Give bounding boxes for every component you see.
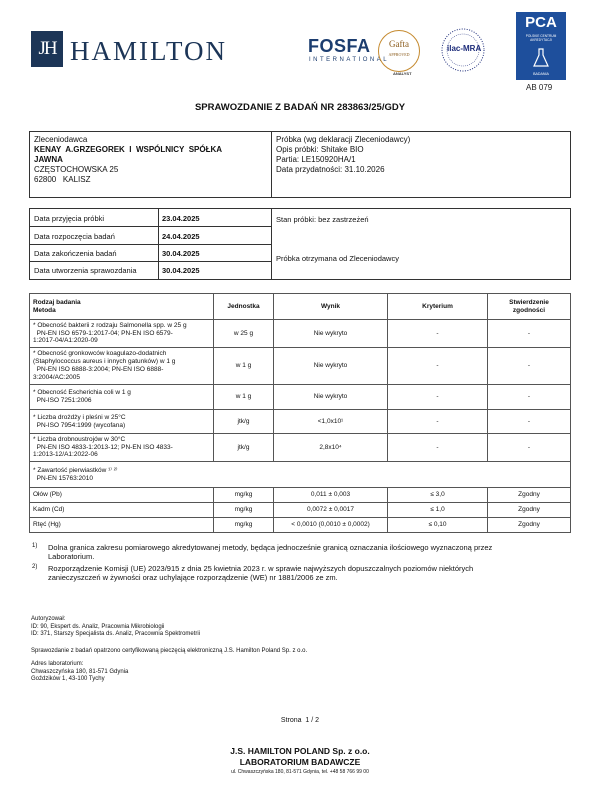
row-unit: w 1 g — [214, 385, 274, 410]
lab-address-label: Adres laboratorium: — [31, 661, 84, 667]
date-value: 30.04.2025 — [162, 249, 200, 258]
table-row — [30, 385, 571, 410]
table-row — [30, 503, 571, 518]
client-name-line2: JAWNA — [34, 155, 63, 164]
fosfa-logo-subtitle: INTERNATIONAL — [309, 57, 390, 63]
footer-lab: LABORATORIUM BADAWCZE — [239, 757, 361, 767]
date-label: Data rozpoczęcia badań — [34, 232, 115, 241]
gafta-approved-text: APPROVED — [388, 52, 410, 57]
lab-addresses — [31, 661, 128, 684]
row-compliance: - — [488, 348, 571, 385]
row-method: * Liczba drobnoustrojów w 30°C PN-EN ISO 4833-1:2013-12; PN-EN ISO 4833- 1:2013-12/A1:2022-06 — [30, 434, 214, 462]
metal-criterion: ≤ 1,0 — [388, 503, 488, 518]
row-unit: jtk/g — [214, 434, 274, 462]
row-result: 2,8x10⁴ — [274, 434, 388, 462]
lab-address: Goździków 1, 43-100 Tychy — [31, 676, 105, 682]
sample-batch: Partia: LE150920HA/1 — [276, 155, 356, 164]
sample-section — [276, 135, 566, 175]
hamilton-logo-text: HAMILTON — [70, 36, 228, 66]
row-criterion: - — [388, 320, 488, 348]
sample-received: Próbka otrzymana od Zleceniodawcy — [276, 254, 399, 263]
metal-compliance: Zgodny — [488, 488, 571, 503]
flask-icon — [533, 48, 549, 68]
table-row — [30, 518, 571, 533]
footnote-text: Rozporządzenie Komisji (UE) 2023/915 z dnia 25 kwietnia 2023 r. w sprawie najwyższych dopuszczalnych poziomów niektórych zanieczyszczeń w żywności oraz uchylające rozporządzenie (WE) nr 1881/2006 ze zm. — [48, 564, 474, 582]
row-compliance: - — [488, 434, 571, 462]
row-method: * Obecność gronkowców koagulazo-dodatnich (Staphylococcus aureus i innych gatunków) w 1 g PN-EN ISO 6888-3:2004; PN-EN ISO 6888- 3:2004/AC:2005 — [30, 348, 214, 385]
pca-subtitle: POLSKIE CENTRUM AKREDYTACJI — [525, 34, 557, 42]
metal-unit: mg/kg — [214, 503, 274, 518]
row-compliance: - — [488, 410, 571, 434]
table-header-row — [30, 294, 571, 320]
row-divider — [30, 261, 271, 262]
client-label: Zleceniodawca — [34, 135, 88, 144]
lab-address: Chwaszczyńska 180, 81-571 Gdynia — [31, 668, 129, 675]
date-label: Data przyjęcia próbki — [34, 214, 105, 223]
row-result: Nie wykryto — [274, 348, 388, 385]
row-method: * Obecność Escherichia coli w 1 g PN-ISO 7251:2006 — [30, 385, 214, 410]
sample-state: Stan próbki: bez zastrzeżeń — [276, 215, 369, 224]
metal-name: Kadm (Cd) — [30, 503, 214, 518]
authorization-block — [31, 616, 200, 639]
sample-description: Opis próbki: Shitake BIO — [276, 145, 364, 154]
gafta-logo-text: Gafta — [389, 39, 409, 49]
metal-name: Ołów (Pb) — [30, 488, 214, 503]
sample-expiry: Data przydatności: 31.10.2026 — [276, 165, 385, 174]
metals-method: * Zawartość pierwiastków ¹⁾ ²⁾ PN-EN 15763:2010 — [30, 462, 571, 488]
row-compliance: - — [488, 385, 571, 410]
row-criterion: - — [388, 434, 488, 462]
row-result: Nie wykryto — [274, 385, 388, 410]
header-method: Rodzaj badania Metoda — [30, 294, 214, 320]
row-compliance: - — [488, 320, 571, 348]
row-method: * Liczba drożdży i pleśni w 25°C PN-ISO 7954:1999 (wycofana) — [30, 410, 214, 434]
client-section — [34, 135, 266, 185]
row-unit: w 25 g — [214, 320, 274, 348]
client-sample-box — [29, 131, 571, 198]
ilac-mra-text: ilac-MRA — [447, 44, 482, 53]
footnote-text: Dolna granica zakresu pomiarowego akredytowanej metody, będąca jednocześnie granicą oznaczania ilościowego wyznaczoną przez Laboratorium. — [48, 543, 493, 561]
row-criterion: - — [388, 410, 488, 434]
date-label: Data zakończenia badań — [34, 249, 117, 258]
metal-compliance: Zgodny — [488, 518, 571, 533]
row-result: Nie wykryto — [274, 320, 388, 348]
gafta-logo-subtitle: ANALYST — [393, 71, 412, 76]
table-row — [30, 320, 571, 348]
box-divider — [271, 132, 272, 197]
accreditation-number: AB 079 — [526, 83, 553, 92]
pca-lab-label: BADANIA — [533, 72, 549, 76]
header-result: Wynik — [274, 294, 388, 320]
footnote-mark: 2) — [32, 564, 38, 570]
gafta-logo — [378, 30, 420, 72]
sample-label: Próbka (wg deklaracji Zleceniodawcy) — [276, 135, 411, 144]
footnote-mark: 1) — [32, 543, 38, 549]
footnote — [32, 564, 562, 582]
pca-title: PCA — [525, 14, 557, 31]
report-title: SPRAWOZDANIE Z BADAŃ NR 283863/25/GDY — [194, 102, 406, 113]
footnote — [32, 543, 562, 561]
header-compliance: Stwierdzenie zgodności — [488, 294, 571, 320]
date-label: Data utworzenia sprawozdania — [34, 266, 137, 275]
header-unit: Jednostka — [214, 294, 274, 320]
footer-company: J.S. HAMILTON POLAND Sp. z o.o. — [230, 746, 370, 756]
metal-result: 0,0072 ± 0,0017 — [274, 503, 388, 518]
date-value: 23.04.2025 — [162, 214, 200, 223]
table-row — [30, 348, 571, 385]
metal-criterion: ≤ 0,10 — [388, 518, 488, 533]
footer-address: ul. Chwaszczyńska 180, 81-571 Gdynia, tel. +48 58 766 99 00 — [231, 769, 369, 775]
client-city: 62800 KALISZ — [34, 175, 91, 184]
authorized-person: ID: 371, Starszy Specjalista ds. Analiz, Pracownia Spektrometrii — [31, 631, 201, 637]
client-street: CZĘSTOCHOWSKA 25 — [34, 165, 119, 174]
pca-accreditation-logo — [516, 12, 566, 80]
header-criterion: Kryterium — [388, 294, 488, 320]
table-row — [30, 488, 571, 503]
metal-compliance: Zgodny — [488, 503, 571, 518]
table-row — [30, 410, 571, 434]
dates-box — [29, 208, 571, 280]
metals-header-row — [30, 462, 571, 488]
row-divider — [30, 244, 271, 245]
date-value: 24.04.2025 — [162, 232, 200, 241]
authorized-person: ID: 90, Ekspert ds. Analiz, Pracownia Mikrobiologii — [31, 623, 165, 630]
fosfa-logo: FOSFA — [308, 36, 371, 56]
metal-result: 0,011 ± 0,003 — [274, 488, 388, 503]
metal-criterion: ≤ 3,0 — [388, 488, 488, 503]
dates-right-divider — [271, 209, 272, 279]
signature-note: Sprawozdanie z badań opatrzono certyfikowaną pieczęcią elektroniczną J.S. Hamilton Poland Sp. z o.o. — [31, 648, 308, 654]
metal-result: < 0,0010 (0,0010 ± 0,0002) — [274, 518, 388, 533]
authorized-label: Autoryzował: — [31, 616, 66, 622]
metal-unit: mg/kg — [214, 518, 274, 533]
row-result: <1,0x10¹ — [274, 410, 388, 434]
page-number: Strona 1 / 2 — [280, 717, 320, 724]
row-unit: jtk/g — [214, 410, 274, 434]
row-criterion: - — [388, 348, 488, 385]
metal-name: Rtęć (Hg) — [30, 518, 214, 533]
hamilton-logo-mark: JH — [31, 31, 63, 67]
client-name-line1: KENAY A.GRZEGOREK I WSPÓLNICY SPÓŁKA — [34, 145, 223, 154]
table-row — [30, 434, 571, 462]
results-table — [29, 293, 571, 533]
row-criterion: - — [388, 385, 488, 410]
row-unit: w 1 g — [214, 348, 274, 385]
row-divider — [30, 226, 271, 227]
date-value: 30.04.2025 — [162, 266, 200, 275]
metal-unit: mg/kg — [214, 488, 274, 503]
row-method: * Obecność bakterii z rodzaju Salmonella spp. w 25 g PN-EN ISO 6579-1:2017-04; PN-EN ISO 6579- 1:2017-04/A1:2020-09 — [30, 320, 214, 348]
